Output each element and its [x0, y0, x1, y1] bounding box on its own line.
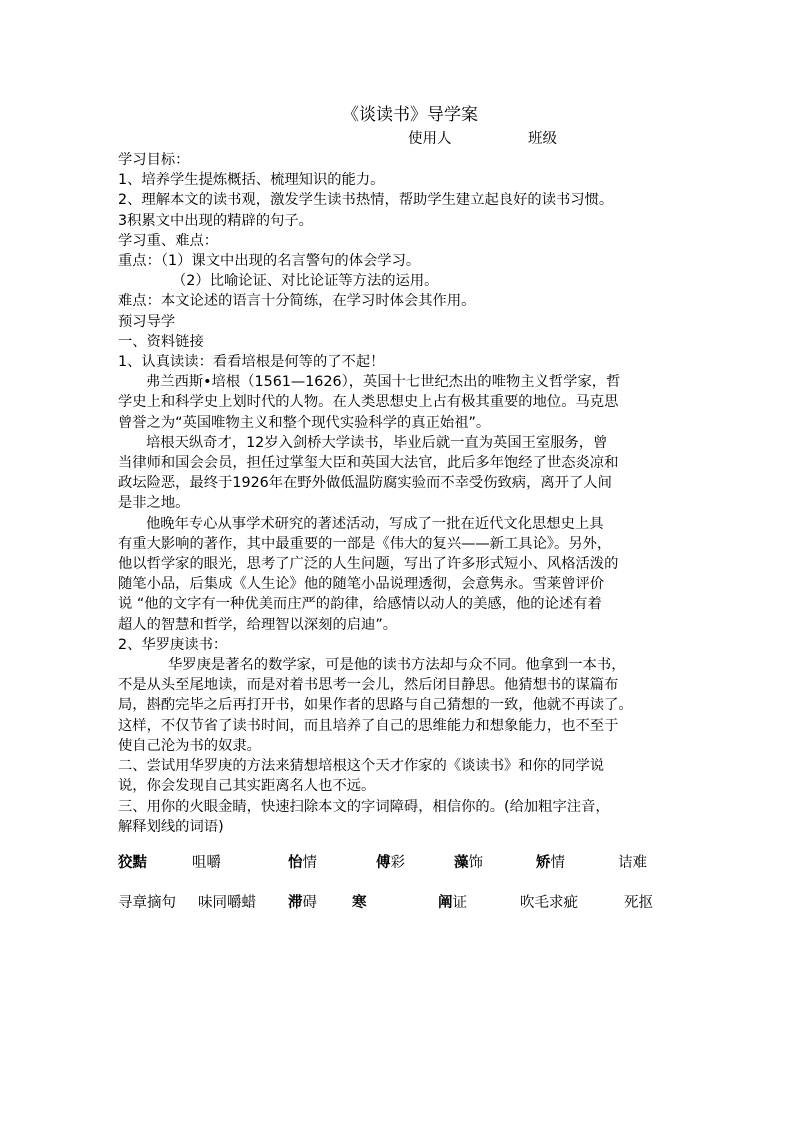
text-line: 弗兰西斯•培根（1561—1626），英国十七世纪杰出的唯物主义哲学家，哲 [146, 374, 621, 391]
vocab-plain-char: 寻章摘句 [118, 894, 176, 911]
vocab-word [520, 891, 578, 912]
vocab-plain-char: 吹毛求疵 [520, 894, 578, 911]
vocab-plain-char: 证 [452, 894, 467, 911]
text-line: 不是从头至尾地读，而是对着书思考一会儿，然后闭目静思。他猜想书的谋篇布 [118, 677, 619, 694]
text-line: 这样，不仅节省了读书时间，而且培养了自己的思维能力和想象能力，也不至于 [118, 717, 619, 734]
document-title: 《谈读书》导学案 [342, 105, 478, 125]
text-line: 三、用你的火眼金睛，快速扫除本文的字词障碍，相信你的。(给加粗字注音， [118, 798, 610, 815]
text-line: 解释划线的词语) [118, 818, 224, 835]
vocab-word [198, 891, 256, 912]
vocab-word [618, 851, 647, 872]
text-line: 一、资料链接 [118, 333, 204, 350]
vocab-word [536, 851, 565, 872]
text-line: 是非之地。 [118, 495, 190, 512]
text-line: 华罗庚是著名的数学家，可是他的读书方法却与众不同。他拿到一本书， [168, 657, 626, 674]
text-line: 说，你会发现自己其实距离名人也不远。 [118, 778, 376, 795]
text-line: 随笔小品，后集成《人生论》他的随笔小品说理透彻，会意隽永。雪莱曾评价 [118, 576, 605, 593]
vocab-bold-char: 傅 [376, 854, 391, 871]
text-line: 二、尝试用华罗庚的方法来猜想培根这个天才作家的《谈读书》和你的同学说 [118, 758, 605, 775]
text-line: 1、培养学生提炼概括、梳理知识的能力。 [118, 172, 385, 189]
vocab-word [288, 851, 317, 872]
vocab-word [438, 891, 467, 912]
vocab-plain-char: 情 [550, 854, 565, 871]
text-line: 他晚年专心从事学术研究的著述活动，写成了一批在近代文化思想史上具 [146, 515, 604, 532]
text-line: 学习目标： [118, 152, 190, 168]
text-line: 重点：（1）课文中出现的名言警句的体会学习。 [118, 253, 421, 270]
vocab-plain-char: 诘难 [618, 854, 647, 871]
text-line: 学习重、难点： [118, 232, 219, 249]
vocab-bold-char: 藻 [454, 854, 469, 871]
text-line: 有重大影响的著作，其中最重要的一部是《伟大的复兴——新工具论》。另外， [118, 535, 612, 552]
text-line: 政坛险恶，最终于1926年在野外做低温防腐实验而不幸受伤致病，离开了人间 [118, 475, 612, 492]
text-line: 学史上和科学史上划时代的人物。在人类思想史上占有极其重要的地位。马克思 [118, 394, 619, 411]
vocab-word [376, 851, 405, 872]
vocab-word [288, 891, 317, 912]
vocab-bold-char: 矫 [536, 854, 551, 871]
vocab-word [352, 891, 367, 912]
vocab-bold-char: 阐 [438, 894, 453, 911]
header-fields [118, 128, 678, 150]
vocab-plain-char: 死抠 [624, 894, 653, 911]
body-text [118, 150, 678, 837]
text-line: 说 “他的文字有一种优美而庄严的韵律，给感情以动人的美感，他的论述有着 [118, 596, 602, 613]
vocab-bold-char: 滞 [288, 894, 303, 911]
vocab-plain-char: 味同嚼蜡 [198, 894, 256, 911]
vocab-word [192, 851, 221, 872]
text-line: 培根天纵奇才，12岁入剑桥大学读书，毕业后就一直为英国王室服务，曾 [146, 434, 608, 451]
text-line: （2）比喻论证、对比论证等方法的运用。 [172, 273, 439, 290]
text-line: 超人的智慧和哲学，给理智以深刻的启迪”。 [118, 616, 398, 633]
vocab-row-2 [118, 891, 678, 915]
vocab-row-1 [118, 851, 678, 875]
vocab-bold-char: 寒 [352, 894, 367, 911]
vocab-plain-char: 碍 [302, 894, 317, 911]
vocab-word [118, 851, 147, 872]
text-line: 当律师和国会会员，担任过掌玺大臣和英国大法官，此后多年饱经了世态炎凉和 [118, 455, 619, 472]
vocab-plain-char: 情 [302, 854, 317, 871]
text-line: 1、认真读读：看看培根是何等的了不起！ [118, 354, 385, 371]
vocab-word [454, 851, 483, 872]
text-line: 局，斟酌完毕之后再打开书，如果作者的思路与自己猜想的一致，他就不再读了。 [118, 697, 633, 714]
text-line: 难点：本文论述的语言十分简练，在学习时体会其作用。 [118, 293, 476, 310]
text-line: 使自己沦为书的奴隶。 [118, 737, 261, 754]
vocab-word [118, 891, 176, 912]
text-line: 他以哲学家的眼光，思考了广泛的人生问题，写出了许多形式短小、风格活泼的 [118, 556, 619, 573]
text-line: 2、理解本文的读书观，激发学生读书热情，帮助学生建立起良好的读书习惯。 [118, 192, 614, 209]
text-line: 2、华罗庚读书： [118, 636, 228, 653]
user-field-label: 使用人 [408, 131, 452, 147]
vocab-bold-char: 怡 [288, 854, 303, 871]
text-line: 预习导学 [118, 313, 176, 330]
text-line: 3积累文中出现的精辟的句子。 [118, 212, 313, 229]
text-line: 曾誉之为“英国唯物主义和整个现代实验科学的真正始祖”。 [118, 414, 491, 431]
vocab-plain-char: 饰 [468, 854, 483, 871]
vocab-plain-char: 咀嚼 [192, 854, 221, 871]
vocab-word [624, 891, 653, 912]
class-field-label: 班级 [528, 131, 557, 147]
document-page [118, 102, 678, 915]
vocab-bold-char: 狡黠 [118, 854, 147, 871]
vocab-plain-char: 彩 [390, 854, 405, 871]
